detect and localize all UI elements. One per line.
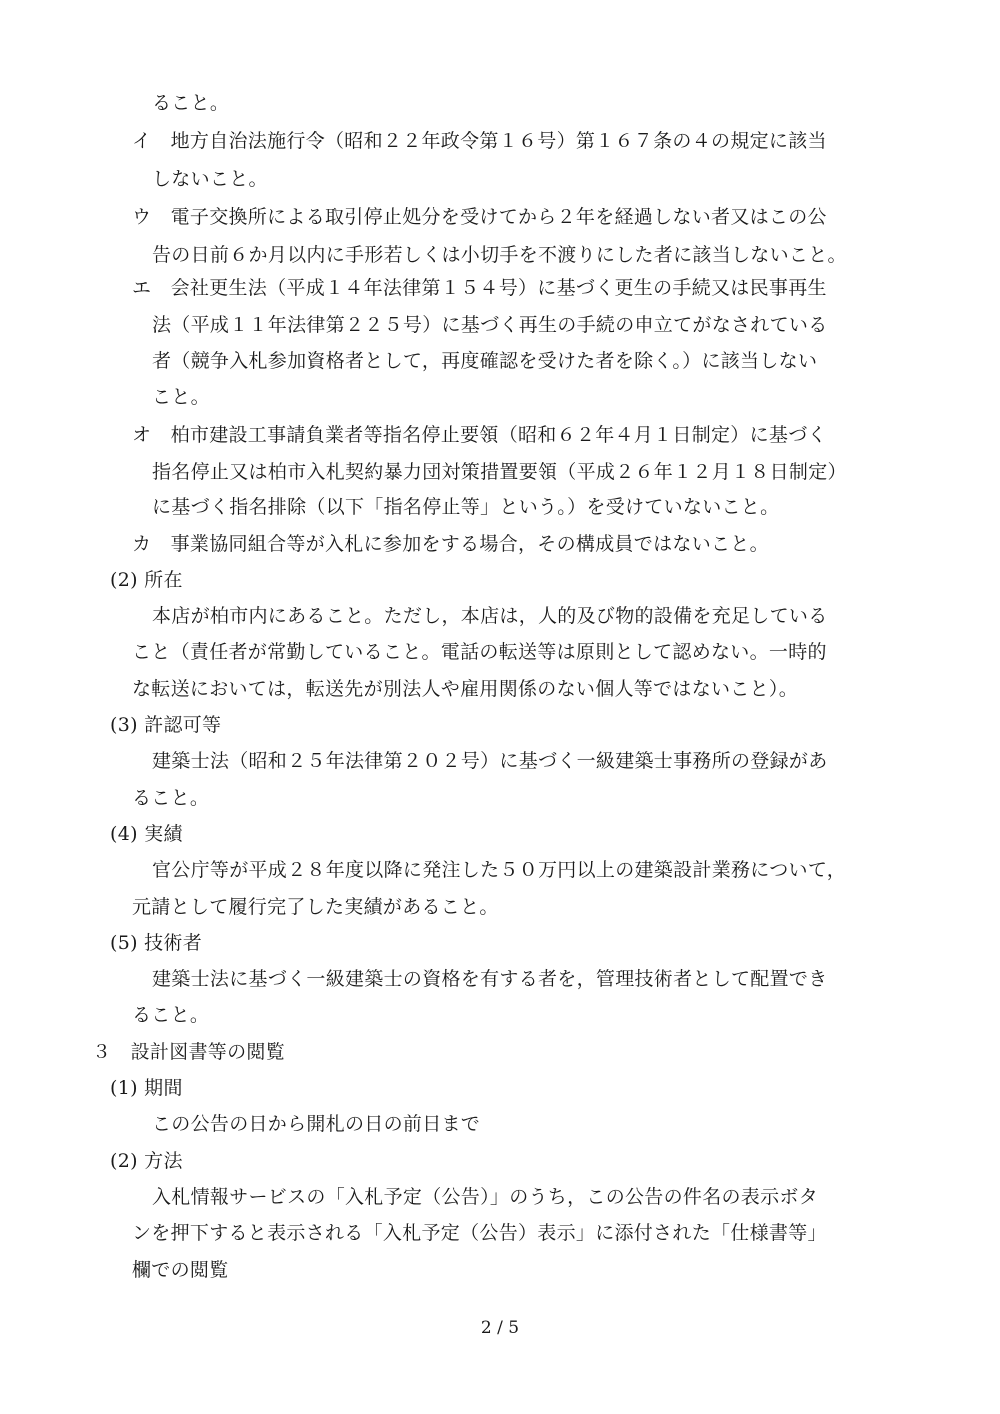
text-line: 建築士法に基づく一級建築士の資格を有する者を，管理技術者として配置でき [152,968,828,990]
section-heading: (3) 許認可等 [110,714,222,736]
text-line: 欄での閲覧 [132,1259,229,1281]
text-line: ウ 電子交換所による取引停止処分を受けてから２年を経過しない者又はこの公 [132,206,827,228]
text-line: 建築士法（昭和２５年法律第２０２号）に基づく一級建築士事務所の登録があ [152,750,828,772]
text-line: ること。 [152,92,230,114]
chapter-heading: ３ 設計図書等の閲覧 [92,1041,286,1063]
text-line: 者（競争入札参加資格者として，再度確認を受けた者を除く。）に該当しない [152,350,818,372]
text-line: この公告の日から開札の日の前日まで [152,1113,481,1135]
text-line: 元請として履行完了した実績があること。 [132,896,499,918]
text-line: 告の日前６か月以内に手形若しくは小切手を不渡りにした者に該当しないこと。 [152,244,847,266]
text-line: な転送においては，転送先が別法人や雇用関係のない個人等ではないこと）。 [132,678,799,700]
text-line: こと（責任者が常勤していること。電話の転送等は原則として認めない。一時的 [132,641,827,663]
section-heading: (2) 方法 [110,1150,183,1172]
text-line: ンを押下すると表示される「入札予定（公告）表示」に添付された「仕様書等」 [132,1222,827,1244]
text-line: 指名停止又は柏市入札契約暴力団対策措置要領（平成２６年１２月１８日制定） [152,461,847,483]
text-line: イ 地方自治法施行令（昭和２２年政令第１６号）第１６７条の４の規定に該当 [132,130,827,152]
section-heading: (4) 実績 [110,823,183,845]
text-line: 法（平成１１年法律第２２５号）に基づく再生の手続の申立てがなされている [152,314,828,336]
section-heading: (2) 所在 [110,569,183,591]
text-line: カ 事業協同組合等が入札に参加をする場合，その構成員ではないこと。 [132,533,769,555]
text-line: エ 会社更生法（平成１４年法律第１５４号）に基づく更生の手続又は民事再生 [132,277,827,299]
text-line: こと。 [152,386,210,408]
text-line: ること。 [132,787,210,809]
text-line: ること。 [132,1004,210,1026]
text-line: しないこと。 [152,168,268,190]
text-line: 本店が柏市内にあること。ただし，本店は，人的及び物的設備を充足している [152,605,828,627]
section-heading: (5) 技術者 [110,932,203,954]
section-heading: (1) 期間 [110,1077,183,1099]
text-line: 入札情報サービスの「入札予定（公告）」のうち，この公告の件名の表示ボタ [152,1186,819,1208]
page-number: 2 / 5 [480,1318,520,1338]
text-line: 官公庁等が平成２８年度以降に発注した５０万円以上の建築設計業務について， [152,859,847,881]
text-line: に基づく指名排除（以下「指名停止等」という。）を受けていないこと。 [152,496,780,518]
text-line: オ 柏市建設工事請負業者等指名停止要領（昭和６２年４月１日制定）に基づく [132,424,827,446]
